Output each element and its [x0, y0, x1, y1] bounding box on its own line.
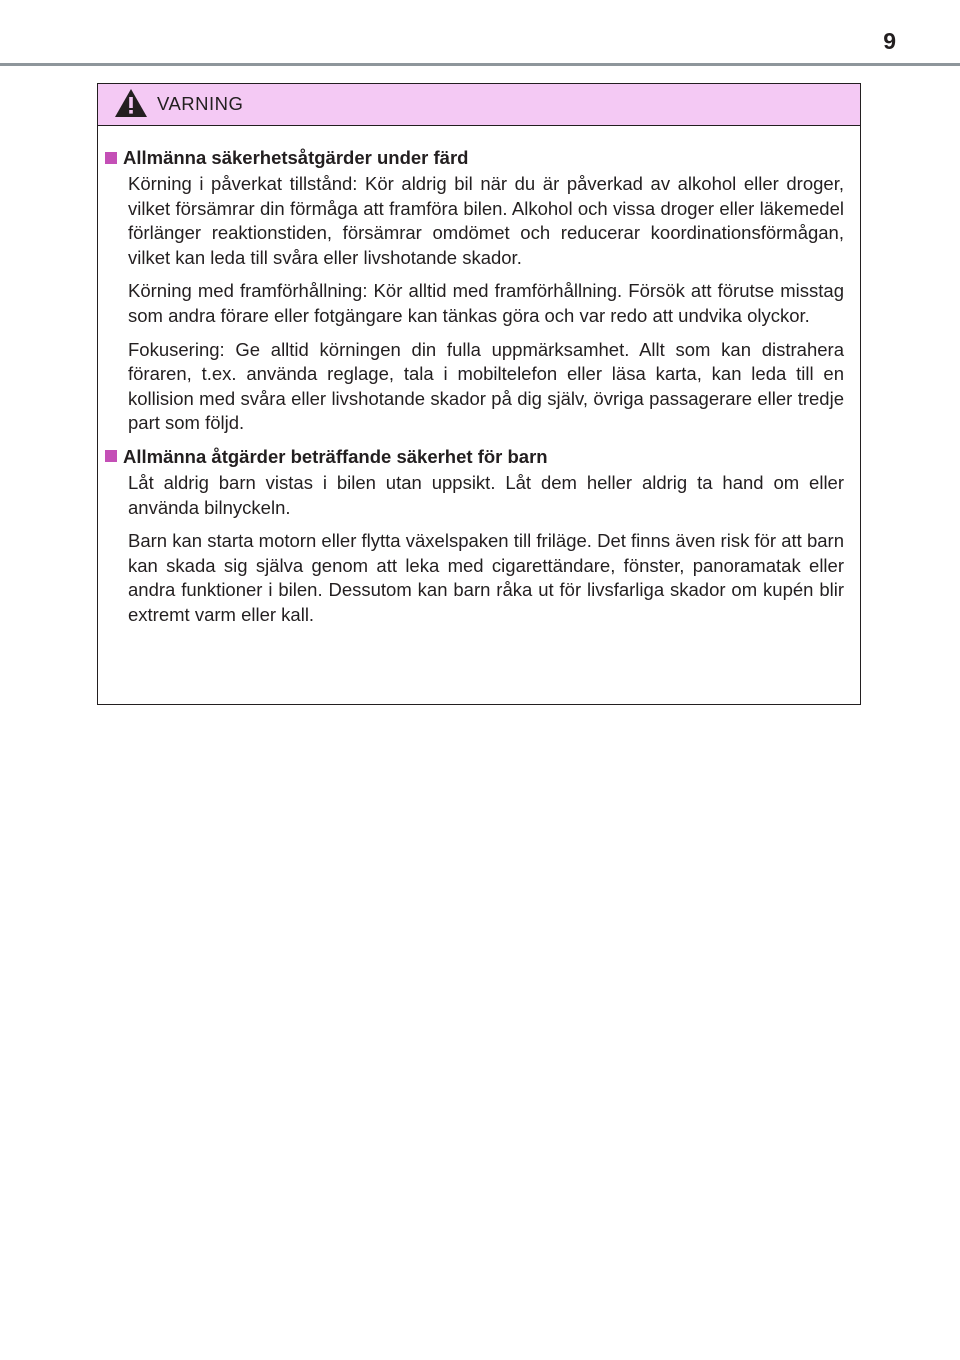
warning-box — [97, 83, 861, 705]
warning-body — [98, 126, 860, 628]
section-heading-text: Allmänna säkerhetsåtgärder under färd — [123, 147, 469, 168]
section-heading-child-safety — [105, 444, 844, 469]
paragraph-focus: Fokusering: Ge alltid körningen din fulla uppmärksamhet. Allt som kan distrahera föraren, t.ex. använda reglage, tala i mobiltelefon eller läsa karta, kan leda till en kollision med svåra eller livshotande skador på dig själv, övriga passagerare eller tredje part som följd. — [128, 338, 844, 434]
warning-title: VARNING — [157, 93, 244, 114]
paragraph-defensive-driving: Körning med framförhållning: Kör alltid med framförhållning. Försök att förutse misstag som andra förare eller fotgängare kan tänkas göra och var redo att undvika olyckor. — [128, 280, 844, 326]
warning-triangle-icon — [114, 87, 148, 119]
page-number: 9 — [883, 28, 896, 54]
paragraph-impaired-driving: Körning i påverkat tillstånd: Kör aldrig bil när du är påverkad av alkohol eller droger, vilket försämrar din förmåga att framföra bilen. Alkohol och vissa droger eller läkemedel förlänger reaktionstiden, försämrar omdömet och reducerar koordinationsförmågan, vilket kan leda till svåra eller livshotande skador. — [128, 173, 844, 268]
section-heading-text: Allmänna åtgärder beträffande säkerhet för barn — [123, 445, 548, 467]
warning-header — [98, 84, 860, 126]
paragraph-child-hazards: Barn kan starta motorn eller flytta växelspaken till friläge. Det finns även risk för att barn kan skada sig själva genom att leka med cigarettändare, fönster, panoramatak eller andra funktioner i bilen. Dessutom kan barn råka ut för livsfarliga skador om kupén blir extremt varm eller kall. — [128, 530, 844, 625]
header-rule — [0, 63, 960, 66]
paragraph-unattended-children: Låt aldrig barn vistas i bilen utan uppsikt. Låt dem heller aldrig ta hand om eller använda bilnyckeln. — [128, 471, 844, 518]
square-bullet-icon — [105, 450, 117, 462]
square-bullet-icon — [105, 152, 117, 164]
section-heading-travel-safety — [105, 145, 844, 170]
